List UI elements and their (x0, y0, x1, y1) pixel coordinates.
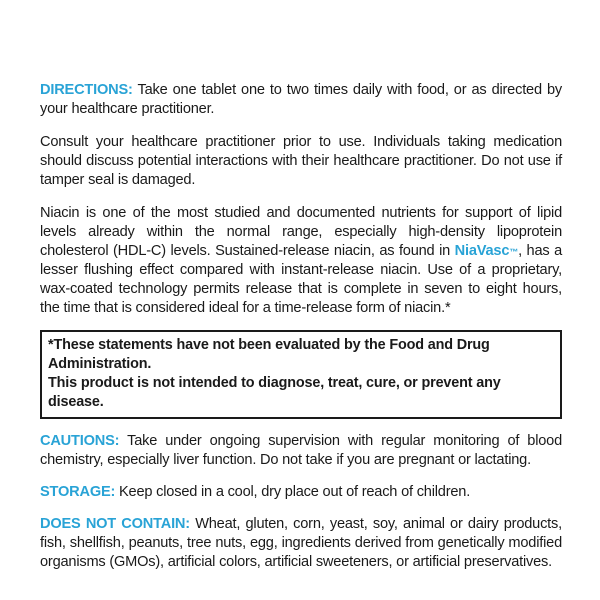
niacin-paragraph (40, 204, 562, 318)
storage-label: STORAGE: (40, 484, 116, 500)
directions-text: Take one tablet one to two times daily with food, or as directed by your healthcare practitioner. (40, 82, 562, 117)
cautions-paragraph (40, 432, 562, 470)
directions-label: DIRECTIONS: (40, 82, 133, 98)
label-panel (40, 81, 562, 572)
fda-disclaimer-line2: This product is not intended to diagnose, treat, cure, or prevent any disease. (48, 375, 501, 410)
storage-paragraph (40, 483, 562, 502)
does-not-contain-label: DOES NOT CONTAIN: (40, 516, 190, 532)
storage-text: Keep closed in a cool, dry place out of reach of children. (115, 484, 471, 500)
does-not-contain-paragraph (40, 515, 562, 572)
niavasc-brand: NiaVasc (454, 243, 510, 259)
does-not-contain-text: Wheat, gluten, corn, yeast, soy, animal or dairy products, fish, shellfish, peanuts, tree nuts, egg, ingredients derived from genetically modified organisms (GMOs), artificial colors, artificial sweeteners, or artificial preservatives. (40, 516, 562, 570)
cautions-text: Take under ongoing supervision with regular monitoring of blood chemistry, especially liver function. Do not take if you are pregnant or lactating. (40, 433, 562, 468)
consult-paragraph: Consult your healthcare practitioner prior to use. Individuals taking medication should discuss potential interactions with their healthcare practitioner. Do not use if tamper seal is damaged. (40, 134, 562, 188)
directions-paragraph (40, 81, 562, 119)
fda-disclaimer-box (40, 330, 562, 419)
fda-disclaimer-line1: *These statements have not been evaluated by the Food and Drug Administration. (48, 337, 490, 372)
niacin-text-after: , has a lesser flushing effect compared with instant-release niacin. Use of a proprietary, wax-coated technology permits release that is complete in seven to eight hours, the time that is considered ideal for a time-release form of niacin.* (40, 243, 562, 316)
niacin-text-before: Niacin is one of the most studied and documented nutrients for support of lipid levels already within the normal range, especially high-density lipoprotein cholesterol (HDL-C) levels. Sustained-release niacin, as found in (40, 205, 562, 259)
cautions-label: CAUTIONS: (40, 433, 120, 449)
trademark-symbol: ™ (509, 247, 519, 257)
